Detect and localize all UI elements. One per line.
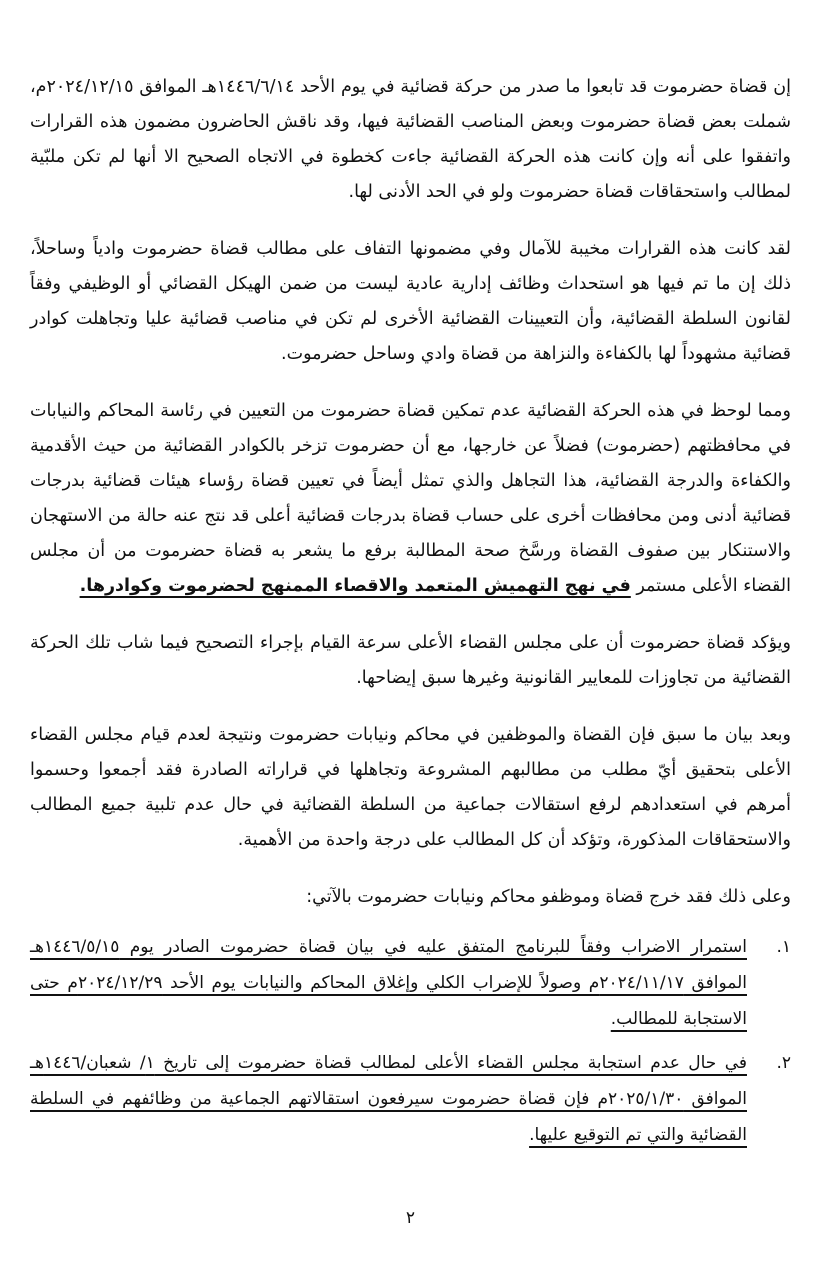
paragraph-observations-text: ومما لوحظ في هذه الحركة القضائية عدم تمكين قضاة حضرموت من التعيين في رئاسة المحاكم والنيابات في محافظتهم (حضرموت) فضلاً عن خارجها، مع أن حضرموت تزخر بالكوادر القضائية من حيث الأقدمية والكفاءة والدرجة القضائية، هذا التجاهل والذي تمثل أيضاً في تعيين قضاة رؤساء هيئات قضائية بدرجات قضائية أدنى ومن محافظات أخرى على حساب قضاة بدرجات قضائية أعلى قد نتج عنه حالة من الاستهجان والاستنكار بين صفوف القضاة ورسَّخ صحة المطالبة برفع ما يشعر به قضاة حضرموت من أن مجلس القضاء الأعلى مستمر <box>30 401 791 596</box>
paragraph-resignation-readiness: وبعد بيان ما سبق فإن القضاة والموظفين في محاكم ونيابات حضرموت ونتيجة لعدم قيام مجلس القضاء الأعلى بتحقيق أيّ مطلب من مطالبهم المشروعة وتجاهلها في قراراته الصادرة فقد أجمعوا وحسموا أمرهم في استعدادهم لرفع استقالات جماعية من السلطة القضائية في حال عدم تلبية جميع المطالب والاستحقاقات المذكورة، وتؤكد أن كل المطالب على درجة واحدة من الأهمية. <box>30 725 791 850</box>
paragraph-correction-demand: ويؤكد قضاة حضرموت أن على مجلس القضاء الأعلى سرعة القيام بإجراء التصحيح فيما شاب تلك الحركة القضائية من تجاوزات للمعايير القانونية وغيرها سبق إيضاحها. <box>30 633 791 688</box>
demand-text: استمرار الاضراب وفقاً للبرنامج المتفق عليه في بيان قضاة حضرموت الصادر يوم ١٤٤٦/٥/١٥هـ الموافق ٢٠٢٤/١١/١٧م وصولاً للإضراب الكلي وإغلاق المحاكم والنيابات يوم الأحد ٢٠٢٤/١٢/٢٩م حتى الاستجابة للمطالب. <box>30 937 747 1029</box>
paragraph-observations <box>30 394 791 604</box>
demands-list <box>30 929 791 1153</box>
demands-intro: وعلى ذلك فقد خرج قضاة وموظفو محاكم ونيابات حضرموت بالآتي: <box>306 887 791 907</box>
demand-number: ٢. <box>776 1053 791 1073</box>
demand-text: في حال عدم استجابة مجلس القضاء الأعلى لمطالب قضاة حضرموت إلى تاريخ ١/ شعبان/١٤٤٦هـ الموافق ٢٠٢٥/١/٣٠م فإن قضاة حضرموت سيرفعون استقالاتهم الجماعية من وظائفهم في السلطة القضائية والتي تم التوقيع عليها. <box>30 1053 747 1145</box>
page-number: ٢ <box>405 1208 416 1228</box>
demand-item <box>30 1045 791 1153</box>
paragraph-judicial-movement: إن قضاة حضرموت قد تابعوا ما صدر من حركة قضائية في يوم الأحد ١٤٤٦/٦/١٤هـ الموافق ٢٠٢٤/١٢/١٥م، شملت بعض قضاة حضرموت وبعض المناصب القضائية فيها، وقد ناقش الحاضرون مضمون هذه القرارات واتفقوا على أنه وإن كانت هذه الحركة القضائية جاءت كخطوة في الاتجاه الصحيح الا أنها لم تكن ملبّية لمطالب واستحقاقات قضاة حضرموت ولو في الحد الأدنى لها. <box>30 77 791 202</box>
paragraph-observations-emphasis: في نهج التهميش المتعمد والاقصاء الممنهج لحضرموت وكوادرها. <box>79 576 631 596</box>
demand-number: ١. <box>776 937 791 957</box>
demand-item <box>30 929 791 1037</box>
paragraph-disappointing-decisions: لقد كانت هذه القرارات مخيبة للآمال وفي مضمونها التفاف على مطالب قضاة حضرموت وادياً وساحلاً، ذلك إن ما تم فيها هو استحداث وظائف إدارية عادية ليست من ضمن الهيكل القضائي أو الوظيفي وفقاً لقانون السلطة القضائية، وأن التعيينات القضائية الأخرى لم تكن في مناصب قضائية عليا وتجاهلت كوادر قضائية مشهوداً لها بالكفاءة والنزاهة من قضاة وادي وساحل حضرموت. <box>30 239 791 364</box>
